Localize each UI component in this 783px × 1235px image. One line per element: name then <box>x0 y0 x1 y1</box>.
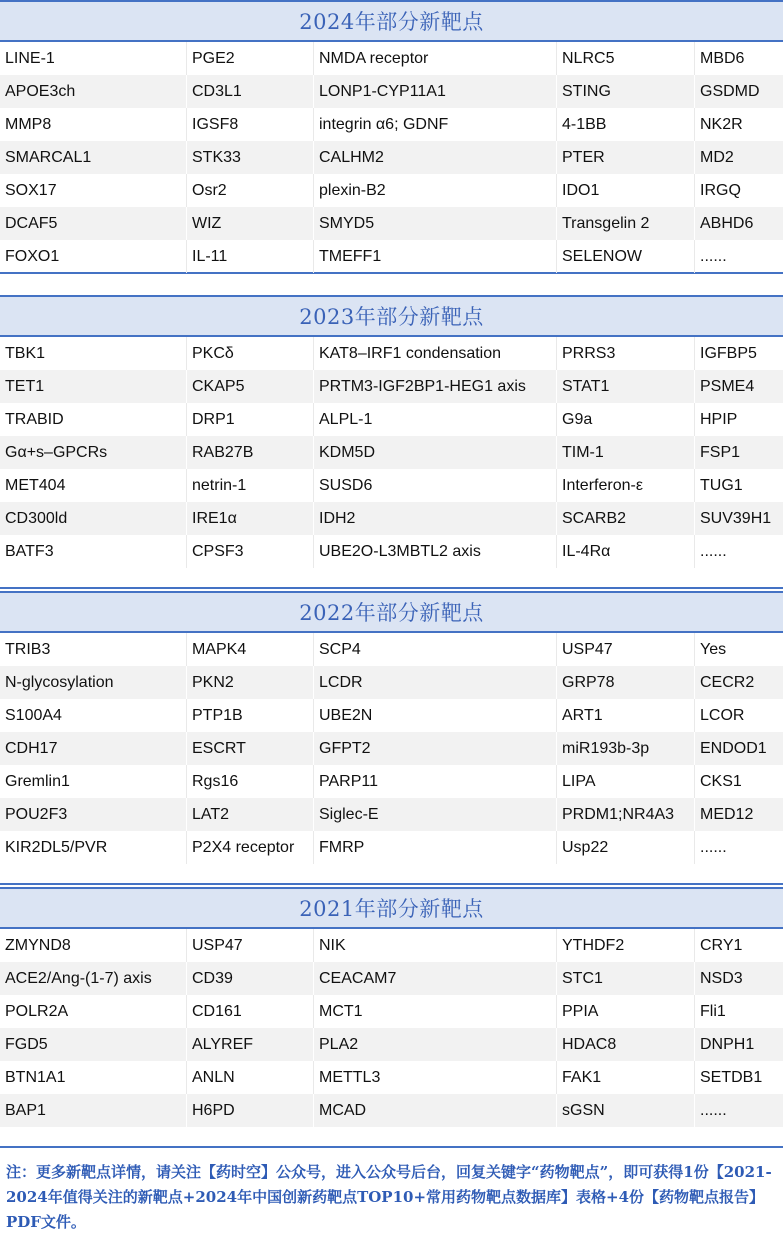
table-cell: SOX17 <box>0 174 187 207</box>
table-row <box>0 535 783 568</box>
table-cell: APOE3ch <box>0 75 187 108</box>
footer-note: 注：更多新靶点详情，请关注【药时空】公众号，进入公众号后台，回复关键字“药物靶点”，即可获得1份【2021-2024年值得关注的新靶点+2024年中国创新药靶点TOP10+常用药物靶点数据库】表格+4份【药物靶点报告】PDF文件。 <box>6 1163 772 1231</box>
table-cell: TET1 <box>0 370 187 403</box>
table-cell: STAT1 <box>557 370 695 403</box>
table-cell: STING <box>557 75 695 108</box>
table-cell: ...... <box>700 543 727 560</box>
section-spacer <box>0 274 783 293</box>
table-cell: PTP1B <box>187 699 314 732</box>
table-cell: MMP8 <box>0 108 187 141</box>
table-cell: CDH17 <box>0 732 187 765</box>
table-row <box>0 765 783 798</box>
table-cell: USP47 <box>187 929 314 962</box>
table-cell: G9a <box>557 403 695 436</box>
table-cell: ALYREF <box>187 1028 314 1061</box>
table-row <box>0 995 783 1028</box>
table-cell: IDO1 <box>557 174 695 207</box>
table-cell: LCDR <box>314 666 557 699</box>
table-cell: BAP1 <box>0 1094 187 1127</box>
table-cell: CD3L1 <box>187 75 314 108</box>
table-cell: PTER <box>557 141 695 174</box>
table-cell: TUG1 <box>700 477 743 494</box>
table-cell: CKAP5 <box>187 370 314 403</box>
table-cell: CRY1 <box>700 937 743 954</box>
table-cell: LIPA <box>557 765 695 798</box>
table-row <box>0 666 783 699</box>
table-row <box>0 141 783 174</box>
table-cell: USP47 <box>557 633 695 666</box>
table-row <box>0 732 783 765</box>
table-cell: Siglec-E <box>314 798 557 831</box>
table-cell: miR193b-3p <box>557 732 695 765</box>
table-cell: TBK1 <box>0 337 187 370</box>
table-cell: SMYD5 <box>314 207 557 240</box>
table-row <box>0 174 783 207</box>
table-cell: NK2R <box>700 116 743 133</box>
table-cell: PSME4 <box>700 378 755 395</box>
table-cell: NMDA receptor <box>314 42 557 75</box>
table-cell: DNPH1 <box>700 1036 755 1053</box>
section-2022 <box>0 591 783 885</box>
table-cell: NLRC5 <box>557 42 695 75</box>
table-cell: TMEFF1 <box>314 240 557 273</box>
table-cell: MCT1 <box>314 995 557 1028</box>
table-row <box>0 42 783 75</box>
table-cell: DRP1 <box>187 403 314 436</box>
table-row <box>0 699 783 732</box>
table-cell: GSDMD <box>700 83 760 100</box>
table-cell: MCAD <box>314 1094 557 1127</box>
table-row <box>0 436 783 469</box>
table-cell: Rgs16 <box>187 765 314 798</box>
table-cell: BATF3 <box>0 535 187 568</box>
table-row <box>0 207 783 240</box>
table-cell: METTL3 <box>314 1061 557 1094</box>
table-cell: ART1 <box>557 699 695 732</box>
table-row <box>0 370 783 403</box>
table-cell: TRABID <box>0 403 187 436</box>
section-title: 2022年部分新靶点 <box>0 591 783 633</box>
table-cell: HDAC8 <box>557 1028 695 1061</box>
table-cell: GFPT2 <box>314 732 557 765</box>
table-cell: sGSN <box>557 1094 695 1127</box>
table-cell: PARP11 <box>314 765 557 798</box>
table-cell: PRRS3 <box>557 337 695 370</box>
table-cell: KDM5D <box>314 436 557 469</box>
table-cell: PKCδ <box>187 337 314 370</box>
table-cell: SCP4 <box>314 633 557 666</box>
table-cell: CECR2 <box>700 674 755 691</box>
table-cell: SUSD6 <box>314 469 557 502</box>
table-cell: KAT8–IRF1 condensation <box>314 337 557 370</box>
table-cell: LINE-1 <box>0 42 187 75</box>
table-cell: ...... <box>700 1102 727 1119</box>
table-cell: POLR2A <box>0 995 187 1028</box>
table-cell: TIM-1 <box>557 436 695 469</box>
table-cell: STC1 <box>557 962 695 995</box>
table-cell: SELENOW <box>557 240 695 273</box>
table-cell: ANLN <box>187 1061 314 1094</box>
table-cell: POU2F3 <box>0 798 187 831</box>
table-cell: S100A4 <box>0 699 187 732</box>
table-row <box>0 798 783 831</box>
table-cell: ALPL-1 <box>314 403 557 436</box>
table-cell: TRIB3 <box>0 633 187 666</box>
table-cell: MAPK4 <box>187 633 314 666</box>
table-row <box>0 1094 783 1127</box>
section-2021 <box>0 887 783 1148</box>
table-cell: CD161 <box>187 995 314 1028</box>
table-cell: FGD5 <box>0 1028 187 1061</box>
table-cell: CD39 <box>187 962 314 995</box>
table-cell: PPIA <box>557 995 695 1028</box>
table-cell: UBE2N <box>314 699 557 732</box>
table-cell: GRP78 <box>557 666 695 699</box>
table-cell: CEACAM7 <box>314 962 557 995</box>
table-cell: ZMYND8 <box>0 929 187 962</box>
table-cell: IL-4Rα <box>557 535 695 568</box>
table-cell: Osr2 <box>187 174 314 207</box>
table-cell: Transgelin 2 <box>557 207 695 240</box>
table-cell: NIK <box>314 929 557 962</box>
table-cell: SMARCAL1 <box>0 141 187 174</box>
table-row <box>0 1061 783 1094</box>
table-cell: BTN1A1 <box>0 1061 187 1094</box>
table-cell: IGSF8 <box>187 108 314 141</box>
table-cell: integrin α6; GDNF <box>314 108 557 141</box>
table-row <box>0 75 783 108</box>
section-2024 <box>0 0 783 274</box>
table-cell: Yes <box>700 641 727 658</box>
table-cell: Interferon-ε <box>557 469 695 502</box>
table-row <box>0 403 783 436</box>
table-cell: HPIP <box>700 411 738 428</box>
table-row <box>0 831 783 864</box>
table-cell: RAB27B <box>187 436 314 469</box>
table-cell: MBD6 <box>700 50 745 67</box>
table-cell: LCOR <box>700 707 745 724</box>
table-cell: ABHD6 <box>700 215 754 232</box>
table-cell: PLA2 <box>314 1028 557 1061</box>
table-cell: Usp22 <box>557 831 695 864</box>
table-cell: H6PD <box>187 1094 314 1127</box>
section-title: 2021年部分新靶点 <box>0 887 783 929</box>
table-cell: FAK1 <box>557 1061 695 1094</box>
table-cell: PGE2 <box>187 42 314 75</box>
table-row <box>0 962 783 995</box>
table-cell: FOXO1 <box>0 240 187 273</box>
section-title: 2023年部分新靶点 <box>0 295 783 337</box>
table-cell: WIZ <box>187 207 314 240</box>
table-cell: YTHDF2 <box>557 929 695 962</box>
table-cell: Gα+s–GPCRs <box>0 436 187 469</box>
section-title: 2024年部分新靶点 <box>0 0 783 42</box>
table-row <box>0 633 783 666</box>
table-cell: N-glycosylation <box>0 666 187 699</box>
table-cell: FMRP <box>314 831 557 864</box>
table-row <box>0 108 783 141</box>
table-cell: plexin-B2 <box>314 174 557 207</box>
table-row <box>0 469 783 502</box>
table-cell: MD2 <box>700 149 734 166</box>
table-cell: LONP1-CYP11A1 <box>314 75 557 108</box>
table-cell: LAT2 <box>187 798 314 831</box>
table-cell: FSP1 <box>700 444 741 461</box>
table-cell: 4-1BB <box>557 108 695 141</box>
table-cell: PKN2 <box>187 666 314 699</box>
section-2023 <box>0 295 783 589</box>
table-cell: IGFBP5 <box>700 345 757 362</box>
table-cell: IRE1α <box>187 502 314 535</box>
table-cell: NSD3 <box>700 970 743 987</box>
table-cell: CALHM2 <box>314 141 557 174</box>
table-row <box>0 240 783 273</box>
table-cell: P2X4 receptor <box>187 831 314 864</box>
table-row <box>0 1028 783 1061</box>
table-cell: netrin-1 <box>187 469 314 502</box>
table-cell: CKS1 <box>700 773 742 790</box>
table-row <box>0 929 783 962</box>
table-row <box>0 502 783 535</box>
table-cell: ESCRT <box>187 732 314 765</box>
table-cell: ...... <box>700 839 727 856</box>
table-cell: CD300ld <box>0 502 187 535</box>
table-cell: SCARB2 <box>557 502 695 535</box>
table-cell: PRTM3-IGF2BP1-HEG1 axis <box>314 370 557 403</box>
table-cell: ENDOD1 <box>700 740 767 757</box>
table-cell: PRDM1;NR4A3 <box>557 798 695 831</box>
table-cell: IL-11 <box>187 240 314 273</box>
table-cell: Fli1 <box>700 1003 726 1020</box>
table-cell: IDH2 <box>314 502 557 535</box>
table-cell: STK33 <box>187 141 314 174</box>
table-cell: CPSF3 <box>187 535 314 568</box>
table-cell: MED12 <box>700 806 754 823</box>
table-cell: Gremlin1 <box>0 765 187 798</box>
table-cell: SETDB1 <box>700 1069 763 1086</box>
table-cell: UBE2O-L3MBTL2 axis <box>314 535 557 568</box>
table-cell: DCAF5 <box>0 207 187 240</box>
table-cell: SUV39H1 <box>700 510 772 527</box>
table-row <box>0 337 783 370</box>
table-cell: MET404 <box>0 469 187 502</box>
table-cell: KIR2DL5/PVR <box>0 831 187 864</box>
table-cell: IRGQ <box>700 182 741 199</box>
table-cell: ...... <box>700 248 727 265</box>
table-cell: ACE2/Ang-(1-7) axis <box>0 962 187 995</box>
